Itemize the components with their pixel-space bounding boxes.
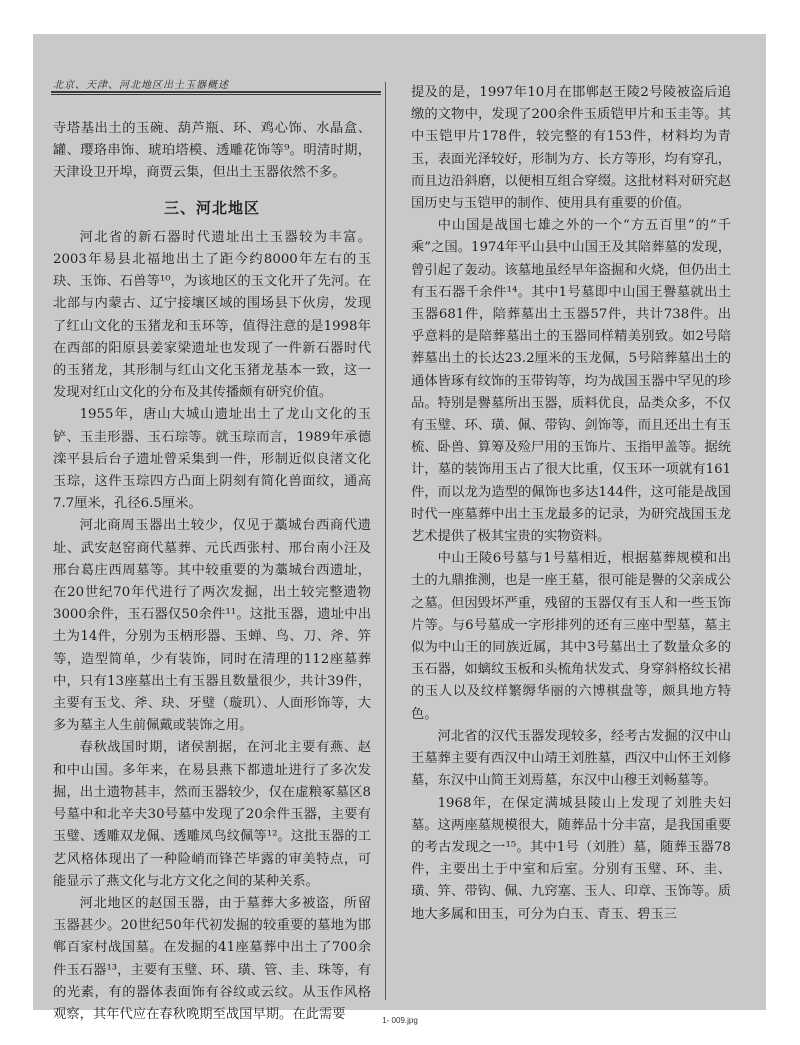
intro-paragraph: 寺塔基出土的玉碗、葫芦瓶、环、鸡心饰、水晶盒、罐、璎珞串饰、琥珀塔模、透雕花饰等⁹。明清时期，天津设卫开埠，商贾云集，但出土玉器依然不多。 — [53, 121, 371, 181]
column-divider — [385, 82, 386, 1000]
header-rule-thin — [51, 94, 381, 95]
paragraph: 河北省的新石器时代遗址出土玉器较为丰富。2003年易县北福地出土了距今约8000年左右的玉玦、玉饰、石兽等¹⁰，为该地区的玉文化开了先河。在北部与内蒙古、辽宁接壤区域的围场县下伙房，发现了红山文化的玉猪龙和玉环等，值得注意的是1998年在西部的阳原县姜家梁遗址也发现了一件新石器时代的玉猪龙，其形制与红山文化玉猪龙基本一致，这一发现对红山文化的分布及其传播颇有研究价值。 — [53, 229, 371, 401]
paragraph: 河北商周玉器出土较少，仅见于藁城台西商代遗址、武安赵窑商代墓葬、元氏西张村、邢台南小汪及邢台葛庄西周墓等。其中较重要的为藁城台西遗址，在20世纪70年代进行了两次发掘，出土较完整遗物3000余件，玉石器仅50余件¹¹。这批玉器，遗址中出土为14件，分别为玉柄形器、玉蝉、鸟、刀、斧、笄等，造型简单，少有装饰，同时在清理的112座墓葬中，只有13座墓出土有玉器且数量很少，共计39件，主要有玉戈、斧、玦、牙璧（璇玑）、人面形饰等，大多为墓主人生前佩戴或装饰之用。 — [53, 518, 371, 734]
paragraph: 中山国是战国七雄之外的一个“方五百里”的“千乘”之国。1974年平山县中山国王及其陪葬墓的发现，曾引起了轰动。该墓地虽经早年盗掘和火烧，但仍出土有玉石器千余件¹⁴。其中1号墓即中山国王譽墓就出土玉器681件，陪葬墓出土玉器57件，共计738件。出乎意料的是陪葬墓出土的玉器同样精美别致。如2号陪葬墓出土的长达23.2厘米的玉龙佩，5号陪葬墓出土的通体皆琢有纹饰的玉带钩等，均为战国玉器中罕见的珍品。特别是譽墓所出玉器，质料优良，品类众多，不仅有玉璧、环、璜、佩、带钩、剑饰等，而且还出土有玉梳、卧兽、算筹及殓尸用的玉饰片、玉指甲盖等。据统计，墓的装饰用玉占了很大比重，仅玉环一项就有161件，而以龙为造型的佩饰也多达144件，这可能是战国时代一座墓葬中出土玉龙最多的记录，为研究战国玉龙艺术提供了极其宝贵的实物资料。 — [411, 218, 731, 545]
left-column — [53, 118, 371, 1026]
section-title: 三、河北地区 — [163, 198, 260, 217]
paragraph: 河北地区的赵国玉器，由于墓葬大多被盗，所留玉器甚少。20世纪50年代初发掘的较重要的墓地为邯郸百家村战国墓。在发掘的41座墓葬中出土了700余件玉石器¹³，主要有玉璧、环、璜、管、圭、珠等，有的光素，有的器体表面饰有谷纹或云纹。从玉作风格观察，其年代应在春秋晚期至战国早期。在此需要 — [53, 895, 371, 1022]
paragraph: 河北省的汉代玉器发现较多，经考古发掘的汉中山王墓葬主要有西汉中山靖王刘胜墓，西汉中山怀王刘修墓，东汉中山简王刘焉墓，东汉中山穆王刘畅墓等。 — [411, 728, 731, 789]
right-column — [411, 82, 731, 926]
paragraph: 1955年，唐山大城山遗址出土了龙山文化的玉铲、玉圭形器、玉石琮等。就玉琮而言，1989年承德滦平县后台子遗址曾采集到一件，形制近似良渚文化玉琮，这件玉琮四方凸面上阴刻有简化兽面纹，通高7.7厘米，孔径6.5厘米。 — [53, 407, 371, 512]
file-caption: 1- 009.jpg — [382, 1016, 418, 1025]
header-rule — [51, 91, 381, 93]
paragraph: 中山王陵6号墓与1号墓相近，根据墓葬规模和出土的九鼎推测，也是一座王墓，很可能是譽的父亲成公之墓。但因毁坏严重，残留的玉器仅有玉人和一些玉饰片等。与6号墓成一字形排列的还有三座中型墓，墓主似为中山王的同族近属，其中3号墓出土了数量众多的玉石器，如螭纹玉板和头梳角状发式、身穿斜格纹长裙的玉人以及纹样繁缛华丽的六博棋盘等，颇具地方特色。 — [411, 551, 731, 722]
paragraph: 提及的是，1997年10月在邯郸赵王陵2号陵被盗后追缴的文物中，发现了200余件玉质铠甲片和玉圭等。其中玉铠甲片178件，较完整的有153件，材料均为青玉，表面光泽较好，形制为方、长方等形，均有穿孔，而且边沿斜磨，以便相互组合穿缀。这批材料对研究赵国历史与玉铠甲的制作、使用具有重要的价值。 — [411, 85, 731, 212]
paragraph: 1968年，在保定满城县陵山上发现了刘胜夫妇墓。这两座墓规模很大，随葬品十分丰富，是我国重要的考古发现之一¹⁵。其中1号（刘胜）墓，随葬玉器78件，主要出土于中室和后室。分别有玉璧、环、圭、璜、笄、带钩、佩、九窍塞、玉人、印章、玉饰等。质地大多属和田玉，可分为白玉、青玉、碧玉三 — [411, 795, 731, 922]
running-header: 北京、天津、河北地区出土玉器概述 — [53, 80, 229, 91]
paragraph: 春秋战国时期，诸侯割据，在河北主要有燕、赵和中山国。多年来，在易县燕下都遗址进行了多次发掘，出土遗物甚丰，然而玉器较少，仅在虚粮冢墓区8号墓中和北辛夫30号墓中发现了20余件玉器，主要有玉璧、透雕双龙佩、透雕凤鸟纹佩等¹²。这批玉器的工艺风格体现出了一种险峭而锋芒毕露的审美特点，可能显示了燕文化与北方文化之间的某种关系。 — [53, 740, 371, 889]
